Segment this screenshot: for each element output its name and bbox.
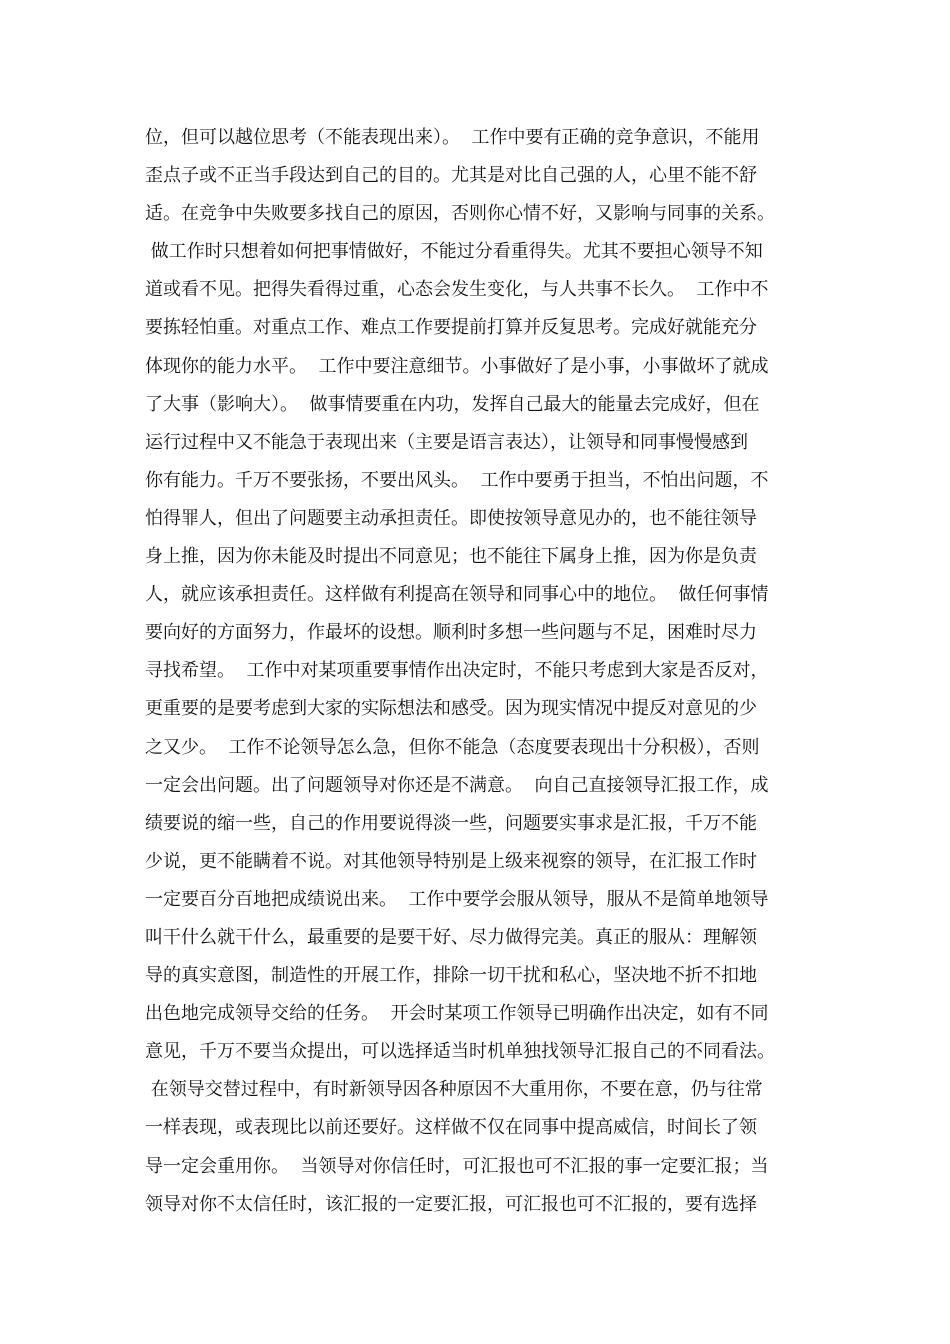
text-line: 适。在竞争中失败要多找自己的原因，否则你心情不好，又影响与同事的关系。 [145, 203, 775, 225]
text-line: 一定要百分百地把成绩说出来。 工作中要学会服从领导，服从不是简单地领导 [145, 888, 769, 910]
text-line: 要向好的方面努力，作最坏的设想。顺利时多想一些问题与不足，困难时尽力 [145, 622, 757, 644]
text-line: 歪点子或不正当手段达到自己的目的。尤其是对比自己强的人，心里不能不舒 [145, 165, 757, 187]
text-line: 位，但可以越位思考（不能表现出来）。 工作中要有正确的竞争意识，不能用 [145, 127, 760, 148]
text-line: 运行过程中又不能急于表现出来（主要是语言表达），让领导和同事慢慢感到 [145, 431, 748, 453]
text-line: 出色地完成领导交给的任务。 开会时某项工作领导已明确作出决定，如有不同 [145, 1003, 769, 1025]
text-line: 怕得罪人，但出了问题要主动承担责任。即使按领导意见办的，也不能往领导 [145, 507, 757, 529]
body-text [145, 119, 810, 1224]
text-line: 之又少。 工作不论领导怎么急，但你不能急（态度要表现出十分积极），否则 [145, 736, 760, 758]
text-line: 领导对你不太信任时，该汇报的一定要汇报，可汇报也可不汇报的，要有选择 [145, 1193, 757, 1215]
text-line: 要拣轻怕重。对重点工作、难点工作要提前打算并反复思考。完成好就能充分 [145, 317, 757, 339]
text-line: 导一定会重用你。 当领导对你信任时，可汇报也可不汇报的事一定要汇报；当 [145, 1155, 769, 1177]
text-line: 了大事（影响大）。 做事情要重在内功，发挥自己最大的能量去完成好，但在 [145, 393, 760, 415]
text-line: 道或看不见。把得失看得过重，心态会发生变化，与人共事不长久。 工作中不 [145, 279, 769, 301]
text-line: 意见，千万不要当众提出，可以选择适当时机单独找领导汇报自己的不同看法。 [145, 1041, 775, 1063]
text-line: 叫干什么就干什么，最重要的是要干好、尽力做得完美。真正的服从：理解领 [145, 926, 757, 948]
text-line: 人，就应该承担责任。这样做有利提高在领导和同事心中的地位。 做任何事情 [145, 584, 769, 606]
text-line: 一定会出问题。出了问题领导对你还是不满意。 向自己直接领导汇报工作，成 [145, 774, 769, 796]
text-line: 身上推，因为你未能及时提出不同意见；也不能往下属身上推，因为你是负责 [145, 546, 757, 568]
text-line: 更重要的是要考虑到大家的实际想法和感受。因为现实情况中提反对意见的少 [145, 698, 757, 720]
text-line: 体现你的能力水平。 工作中要注意细节。小事做好了是小事，小事做坏了就成 [145, 355, 769, 377]
text-line: 绩要说的缩一些，自己的作用要说得淡一些，问题要实事求是汇报，千万不能 [145, 812, 757, 834]
text-line: 导的真实意图，制造性的开展工作，排除一切干扰和私心，坚决地不折不扣地 [145, 965, 757, 987]
text-line: 在领导交替过程中，有时新领导因各种原因不大重用你，不要在意，仍与往常 [145, 1079, 763, 1101]
text-line: 一样表现，或表现比以前还要好。这样做不仅在同事中提高威信，时间长了领 [145, 1117, 757, 1139]
text-line: 做工作时只想着如何把事情做好，不能过分看重得失。尤其不要担心领导不知 [145, 241, 763, 263]
text-line: 少说，更不能瞒着不说。对其他领导特别是上级来视察的领导，在汇报工作时 [145, 850, 757, 872]
text-line: 寻找希望。 工作中对某项重要事情作出决定时，不能只考虑到大家是否反对， [145, 660, 769, 682]
text-line: 你有能力。千万不要张扬，不要出风头。 工作中要勇于担当，不怕出问题，不 [145, 469, 769, 491]
